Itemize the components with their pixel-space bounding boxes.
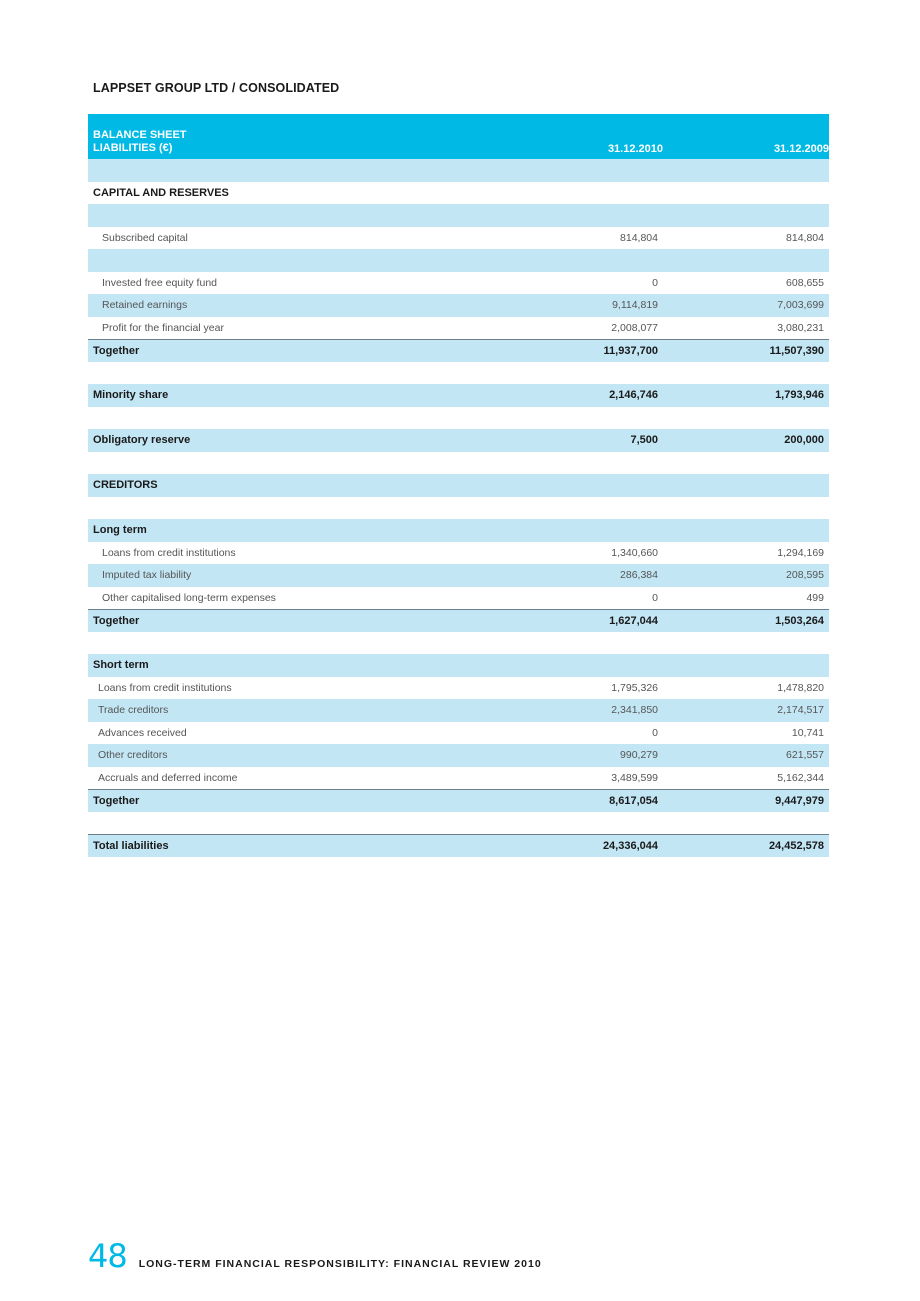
value-2009: 621,557 [786,749,824,762]
table-row [88,317,829,340]
row-label: Retained earnings [102,299,188,312]
row-label: Loans from credit institutions [102,546,236,559]
row-label: Total liabilities [93,839,169,852]
spacer-row [88,452,829,475]
row-label: Together [93,794,140,807]
row-label: Advances received [98,726,187,739]
table-row [88,429,829,452]
value-2010: 9,114,819 [612,299,658,312]
table-row [88,744,829,767]
header-label-line2: LIABILITIES (€) [93,142,173,154]
table-row [88,564,829,587]
balance-sheet-table [88,114,829,857]
row-label: Other capitalised long-term expenses [102,591,276,604]
value-2010: 1,795,326 [611,681,658,694]
row-label: Together [93,614,140,627]
value-2010: 0 [652,276,658,289]
value-2009: 1,503,264 [775,614,824,627]
header-col-2009: 31.12.2009 [773,143,829,155]
table-header [88,114,829,159]
row-label: CAPITAL AND RESERVES [93,186,229,199]
row-label: Other creditors [98,749,168,762]
value-2009: 9,447,979 [775,794,824,807]
subtotal-row [88,609,829,632]
value-2010: 1,627,044 [609,614,658,627]
table-row [88,699,829,722]
value-2009: 499 [806,591,824,604]
value-2010: 2,008,077 [611,321,658,334]
table-row [88,677,829,700]
value-2009: 1,478,820 [777,681,824,694]
value-2009: 24,452,578 [768,839,824,852]
total-row [88,834,829,857]
value-2010: 286,384 [620,569,658,582]
value-2010: 0 [652,726,658,739]
section-capital-and-reserves [88,182,829,205]
value-2009: 11,507,390 [769,344,824,357]
value-2009: 208,595 [786,569,824,582]
value-2010: 11,937,700 [603,344,658,357]
value-2010: 990,279 [620,749,658,762]
value-2010: 2,146,746 [609,389,658,402]
value-2010: 8,617,054 [609,794,658,807]
spacer-row [88,407,829,430]
footer-text: LONG-TERM FINANCIAL RESPONSIBILITY: FINANCIAL REVIEW 2010 [138,1258,542,1270]
value-2009: 2,174,517 [777,704,824,717]
row-label: Imputed tax liability [102,569,192,582]
page-footer [88,1237,542,1275]
row-label: CREDITORS [93,479,158,492]
header-col-2010: 31.12.2010 [607,143,663,155]
spacer-row [88,362,829,385]
header-label [88,129,533,155]
table-row [88,294,829,317]
row-label: Obligatory reserve [93,434,191,447]
row-label: Subscribed capital [102,231,188,244]
subtotal-row [88,339,829,362]
value-2009: 1,793,946 [775,389,824,402]
row-label: Profit for the financial year [102,321,224,334]
value-2010: 0 [652,591,658,604]
row-label: Invested free equity fund [102,276,217,289]
table-row [88,767,829,790]
table-row [88,587,829,610]
value-2010: 3,489,599 [611,771,658,784]
spacer-row [88,632,829,655]
row-label: Minority share [93,389,169,402]
spacer-row [88,812,829,835]
table-row [88,384,829,407]
header-label-line1: BALANCE SHEET [93,129,187,141]
value-2009: 200,000 [784,434,824,447]
value-2009: 7,003,699 [777,299,824,312]
row-label: Together [93,344,140,357]
value-2010: 7,500 [630,434,658,447]
subtotal-row [88,789,829,812]
value-2010: 24,336,044 [602,839,658,852]
value-2009: 1,294,169 [777,546,824,559]
table-row [88,227,829,250]
row-label: Accruals and deferred income [98,771,238,784]
spacer-row [88,497,829,520]
value-2009: 5,162,344 [777,771,824,784]
value-2009: 814,804 [786,231,824,244]
row-label: Long term [93,524,147,537]
value-2010: 814,804 [620,231,658,244]
row-label: Trade creditors [98,704,169,717]
spacer-row [88,159,829,182]
table-row [88,722,829,745]
value-2009: 10,741 [791,726,824,739]
value-2010: 2,341,850 [611,704,658,717]
section-creditors [88,474,829,497]
row-label: Loans from credit institutions [98,681,232,694]
row-label: Short term [93,659,149,672]
company-title: LAPPSET GROUP LTD / CONSOLIDATED [93,81,340,95]
section-short-term [88,654,829,677]
spacer-row [88,204,829,227]
page-number: 48 [88,1237,127,1275]
table-row [88,542,829,565]
spacer-row [88,249,829,272]
section-long-term [88,519,829,542]
value-2009: 3,080,231 [777,321,824,334]
value-2010: 1,340,660 [611,546,658,559]
value-2009: 608,655 [786,276,824,289]
table-row [88,272,829,295]
